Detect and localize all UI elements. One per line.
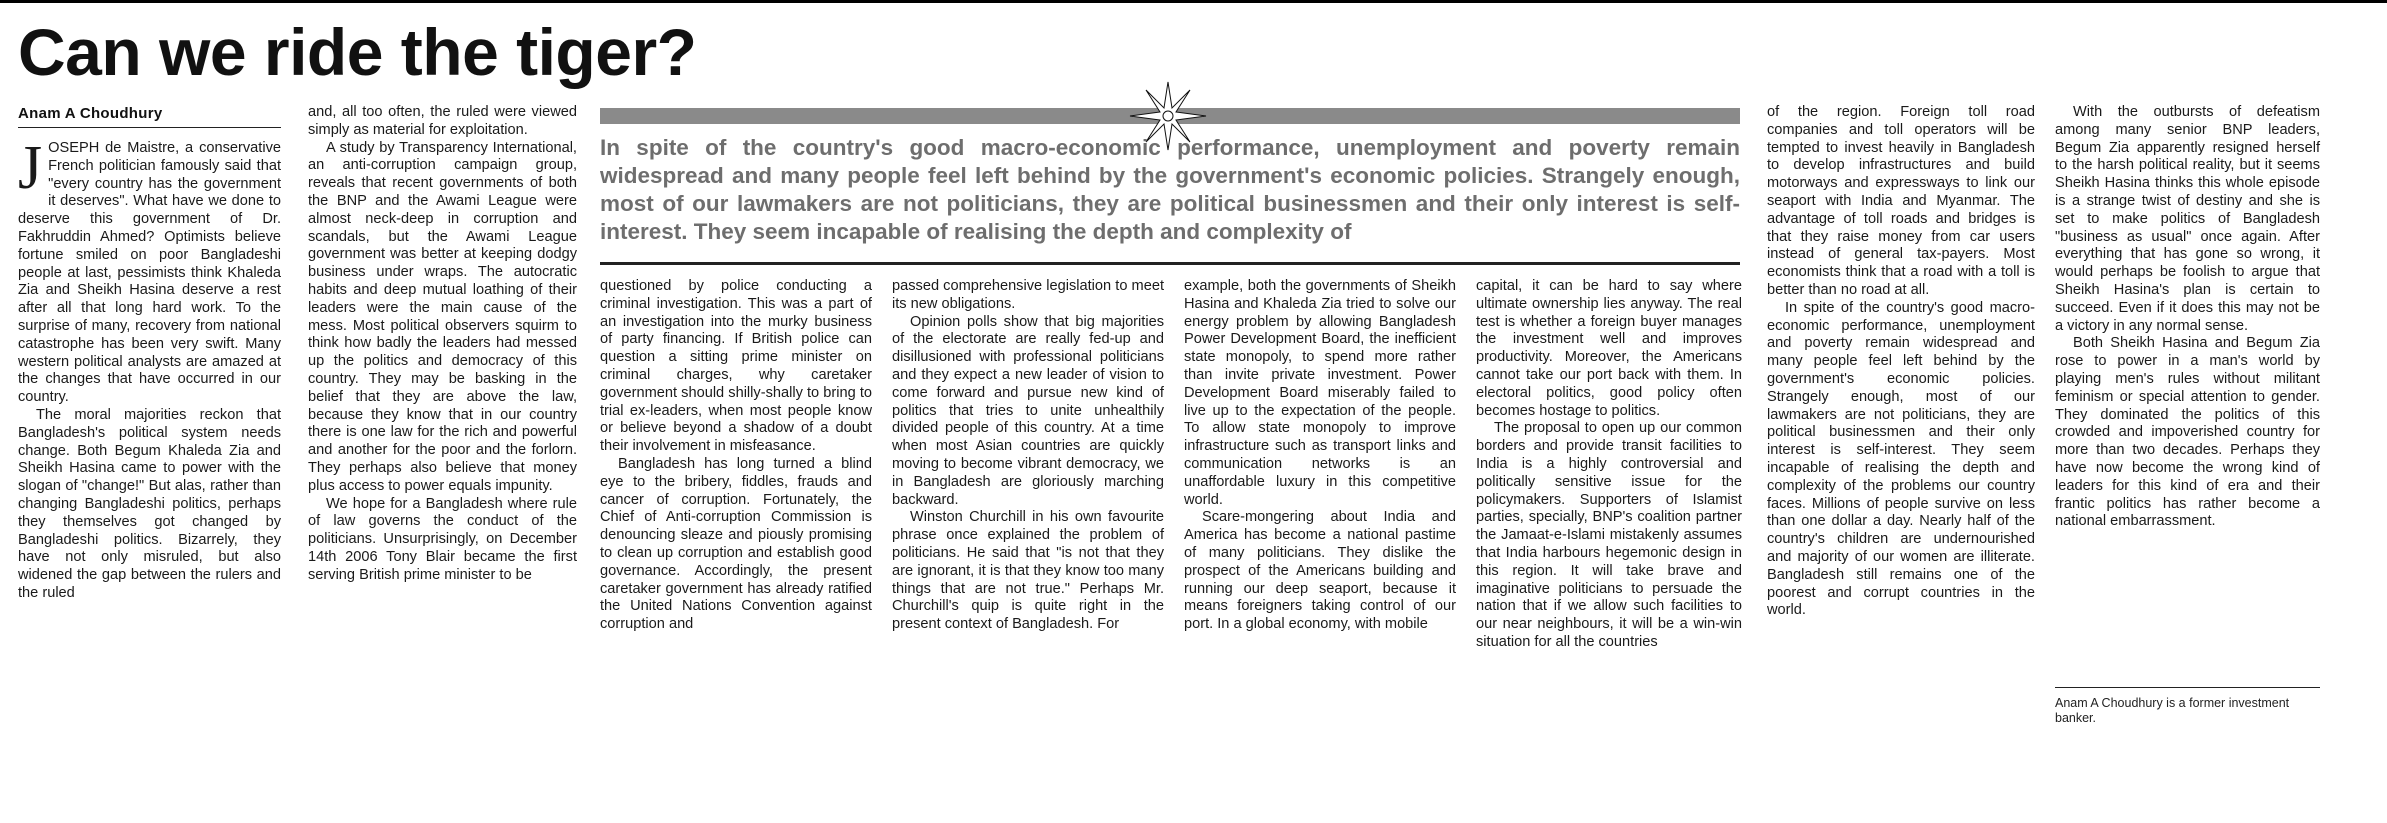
column-4	[892, 278, 1164, 634]
byline: Anam A Choudhury	[18, 105, 163, 122]
paragraph: Winston Churchill in his own favourite phrase once explained the problem of politicians. He said that "is not that they are ignorant, it is that they know too many things that are not true." Perhaps Mr. Churchill's quip is quite right in the present context of Bangladesh. For	[892, 509, 1164, 633]
paragraph: example, both the governments of Sheikh Hasina and Khaleda Zia tried to solve our energy problem by allowing Bangladesh Power Development Board, the inefficient state monopoly, to spend more rather than invite private investment. Power Development Board miserably failed to live up to the expectation of the people. To allow state monopoly to improve infrastructure such as transport links and communication networks is an unaffordable luxury in this competitive world.	[1184, 278, 1456, 508]
paragraph: OSEPH de Maistre, a conservative French politician famously said that "every country has the government it deserves". What have we done to deserve this government of Dr. Fakhruddin Ahmed? Optimists believe fortune smiled on poor Bangladeshi people at last, pessimists think Khaleda Zia and Sheikh Hasina deserve a rest after all that long hard work. To the surprise of many, recovery from national catastrophe has been very swift. Many western political analysts are amazed at the changes that have occurred in our country.	[18, 140, 281, 406]
drop-cap: J	[18, 134, 43, 202]
paragraph: The moral majorities reckon that Bangladesh's political system needs change. Both Begum Khaleda Zia and Sheikh Hasina came to power with the slogan of "change!" But alas, rather than changing Bangladeshi politics, perhaps they themselves got changed by Bangladeshi politics. Bizarrely, they have not only misruled, but also widened the gap between the rulers and the ruled	[18, 406, 281, 601]
paragraph: The proposal to open up our common borders and provide transit facilities to India is a highly controversial and politically sensitive issue for the policymakers. Supporters of Islamist parties, specially, BNP's coalition partner the Jamaat-e-Islami mistakenly assumes that India harbours hegemonic design in this region. It will take brave and imaginative politicians to persuade the nation that if we allow such facilities to our near neighbours, it will be a win-win situation for all the countries	[1476, 420, 1742, 650]
byline-divider	[18, 127, 281, 128]
pull-quote-rule	[600, 262, 1740, 265]
column-8	[2055, 104, 2320, 531]
author-bio: Anam A Choudhury is a former investment banker.	[2055, 696, 2290, 725]
end-rule	[2055, 687, 2320, 688]
paragraph: passed comprehensive legislation to meet its new obligations.	[892, 278, 1164, 312]
paragraph: With the outbursts of defeatism among many senior BNP leaders, Begum Zia apparently resigned herself to the harsh political reality, but it seems Sheikh Hasina thinks this whole episode is a strange twist of destiny and she is set to make politics of Bangladesh "business as usual" once again. After everything that has gone so wrong, it would perhaps be foolish to argue that Sheikh Hasina's plan is certain to succeed. Even if it does this may not be a victory in any normal sense.	[2055, 104, 2320, 334]
pull-quote: In spite of the country's good macro-economic performance, unemployment and poverty remain widespread and many people feel left behind by the government's economic policies. Strangely enough, most of our lawmakers are not politicians, they are political businessmen and their only interest is self-interest. They seem incapable of realising the depth and complexity of	[600, 135, 1740, 244]
column-5	[1184, 278, 1456, 634]
paragraph: capital, it can be hard to say where ultimate ownership lies anyway. The real test is whether a foreign buyer manages the investment well and improves productivity. Moreover, the Americans cannot take our port back with them. In electoral politics, good policy often becomes hostage to politics.	[1476, 278, 1742, 419]
column-2	[308, 104, 577, 585]
column-3	[600, 278, 872, 634]
top-rule-right	[600, 0, 2320, 3]
paragraph: Scare-mongering about India and America has become a national pastime of many politicians. They dislike the prospect of the Americans building and running our deep seaport, because it means foreigners taking control of our port. In a global economy, with mobile	[1184, 509, 1456, 633]
paragraph: We hope for a Bangladesh where rule of law governs the conduct of the politicians. Unsurprisingly, on December 14th 2006 Tony Blair became the first serving British prime minister to be	[308, 495, 577, 583]
paragraph: questioned by police conducting a criminal investigation. This was a part of an investigation into the murky business of party financing. If British police can question a sitting prime minister on criminal charges, why caretaker government should shilly-shally to bring to trial ex-leaders, when most people know or believe beyond a shadow of a doubt their involvement in misfeasance.	[600, 278, 872, 455]
paragraph: and, all too often, the ruled were viewed simply as material for exploitation.	[308, 104, 577, 138]
headline: Can we ride the tiger?	[18, 15, 697, 89]
paragraph: Both Sheikh Hasina and Begum Zia rose to power in a man's world by playing men's rules without militant feminism or special attention to gender. They dominated the politics of this crowded and impoverished country for more than two decades. Perhaps they have now become the wrong kind of leaders for this kind of era and their frantic politics has rather become a national embarrassment.	[2055, 335, 2320, 530]
column-7	[1767, 104, 2035, 620]
paragraph: A study by Transparency International, an anti-corruption campaign group, reveals that recent governments of both the BNP and the Awami League were almost neck-deep in corruption and scandals, but the Awami League government was better at keeping dodgy business under wraps. The autocratic habits and deep mutual loathing of their leaders were the main cause of the mess. Most political observers squirm to think how badly the leaders had messed up the politics and democracy of this country. They may be basking in the belief that they are above the law, because they know that in our country there is one law for the rich and powerful and another for the poor and the forlorn. They perhaps also believe that money plus access to power equals impunity.	[308, 139, 577, 494]
paragraph: Bangladesh has long turned a blind eye to the bribery, fiddles, frauds and cancer of corruption. Fortunately, the Chief of Anti-corruption Commission is denouncing sleaze and piously promising to clean up corruption and establish good governance. Accordingly, the present caretaker government has already ratified the United Nations Convention against corruption and	[600, 455, 872, 633]
paragraph: Opinion polls show that big majorities of the electorate are really fed-up and disillusioned with professional politicians and they expect a new leader of vision to come forward and pursue new kind of politics that tries to unite unhealthily divided people of this country. At a time when most Asian countries are quickly moving to become vibrant democracy, we in Bangladesh are gloriously marching backward.	[892, 313, 1164, 508]
column-1	[18, 134, 281, 603]
paragraph: In spite of the country's good macro-economic performance, unemployment and poverty remain widespread and many people feel left behind by the government's economic policies. Strangely enough, most of our lawmakers are not politicians, they are political businessmen and their only interest is self-interest. They seem incapable of realising the depth and complexity of the problems our country faces. Millions of people survive on less than one dollar a day. Nearly half of the country's children are undernourished and majority of our women are illiterate. Bangladesh still remains one of the poorest and corrupt countries in the world.	[1767, 299, 2035, 619]
paragraph: of the region. Foreign toll road companies and toll operators will be tempted to invest heavily in Bangladesh to develop infrastructures and build motorways and expressways to link our seaport with India and Myanmar. The advantage of toll roads and bridges is that they raise money from car users instead of general tax-payers. Most economists think that a road with a toll is better than no road at all.	[1767, 104, 2035, 298]
column-6	[1476, 278, 1742, 652]
